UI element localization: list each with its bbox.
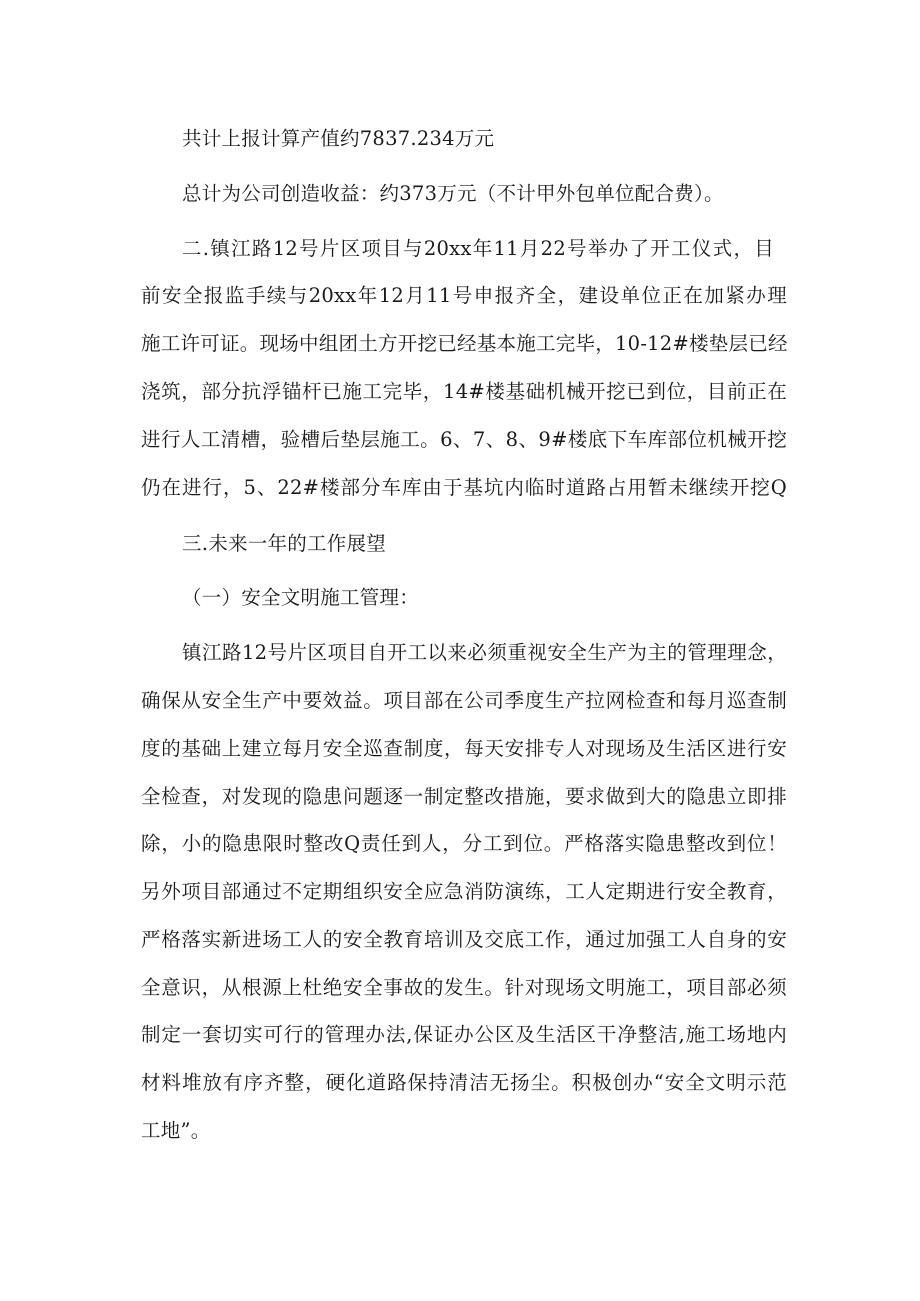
section-two-line: 仍在进行，5、22#楼部分车库由于基坑内临时道路占用暂未继续开挖Q — [141, 476, 787, 499]
safety-paragraph-line: 确保从安全生产中要效益。项目部在公司季度生产拉网检查和每月巡查制 — [141, 689, 787, 712]
safety-paragraph-line: 工地”。 — [141, 1119, 211, 1142]
total-output-paragraph: 共计上报计算产值约7837.234万元 — [182, 127, 495, 150]
section-two-line: 前安全报监手续与20xx年12月11号申报齐全，建设单位正在加紧办理 — [141, 284, 787, 307]
safety-paragraph-line: 度的基础上建立每月安全巡查制度，每天安排专人对现场及生活区进行安 — [141, 737, 787, 760]
subsection-one-heading: （一）安全文明施工管理： — [182, 586, 420, 609]
section-two-line: 进行人工清槽，验槽后垫层施工。6、7、8、9#楼底下车库部位机械开挖 — [141, 428, 787, 451]
total-profit-paragraph: 总计为公司创造收益：约373万元（不计甲外包单位配合费）。 — [182, 182, 724, 205]
safety-paragraph-line: 镇江路12号片区项目自开工以来必须重视安全生产为主的管理理念， — [182, 641, 787, 664]
safety-paragraph-line: 除，小的隐患限时整改Q责任到人，分工到位。严格落实隐患整改到位！ — [141, 832, 787, 855]
section-two-line: 二.镇江路12号片区项目与20xx年11月22号举办了开工仪式，目 — [182, 237, 774, 260]
safety-paragraph-line: 材料堆放有序齐整，硬化道路保持清洁无扬尘。积极创办“安全文明示范 — [141, 1071, 787, 1094]
safety-paragraph-line: 制定一套切实可行的管理办法,保证办公区及生活区干净整洁,施工场地内 — [141, 1023, 787, 1046]
safety-paragraph-line: 全检查，对发现的隐患问题逐一制定整改措施，要求做到大的隐患立即排 — [141, 785, 787, 808]
section-two-line: 施工许可证。现场中组团土方开挖已经基本施工完毕，10-12#楼垫层已经 — [141, 332, 788, 355]
section-three-heading: 三.未来一年的工作展望 — [182, 532, 386, 555]
section-two-line: 浇筑，部分抗浮锚杆已施工完毕，14#楼基础机械开挖已到位，目前正在 — [141, 380, 787, 403]
safety-paragraph-line: 严格落实新进场工人的安全教育培训及交底工作，通过加强工人自身的安 — [141, 928, 787, 951]
safety-paragraph-line: 另外项目部通过不定期组织安全应急消防演练，工人定期进行安全教育， — [141, 880, 787, 903]
safety-paragraph-line: 全意识，从根源上杜绝安全事故的发生。针对现场文明施工，项目部必须 — [141, 976, 787, 999]
